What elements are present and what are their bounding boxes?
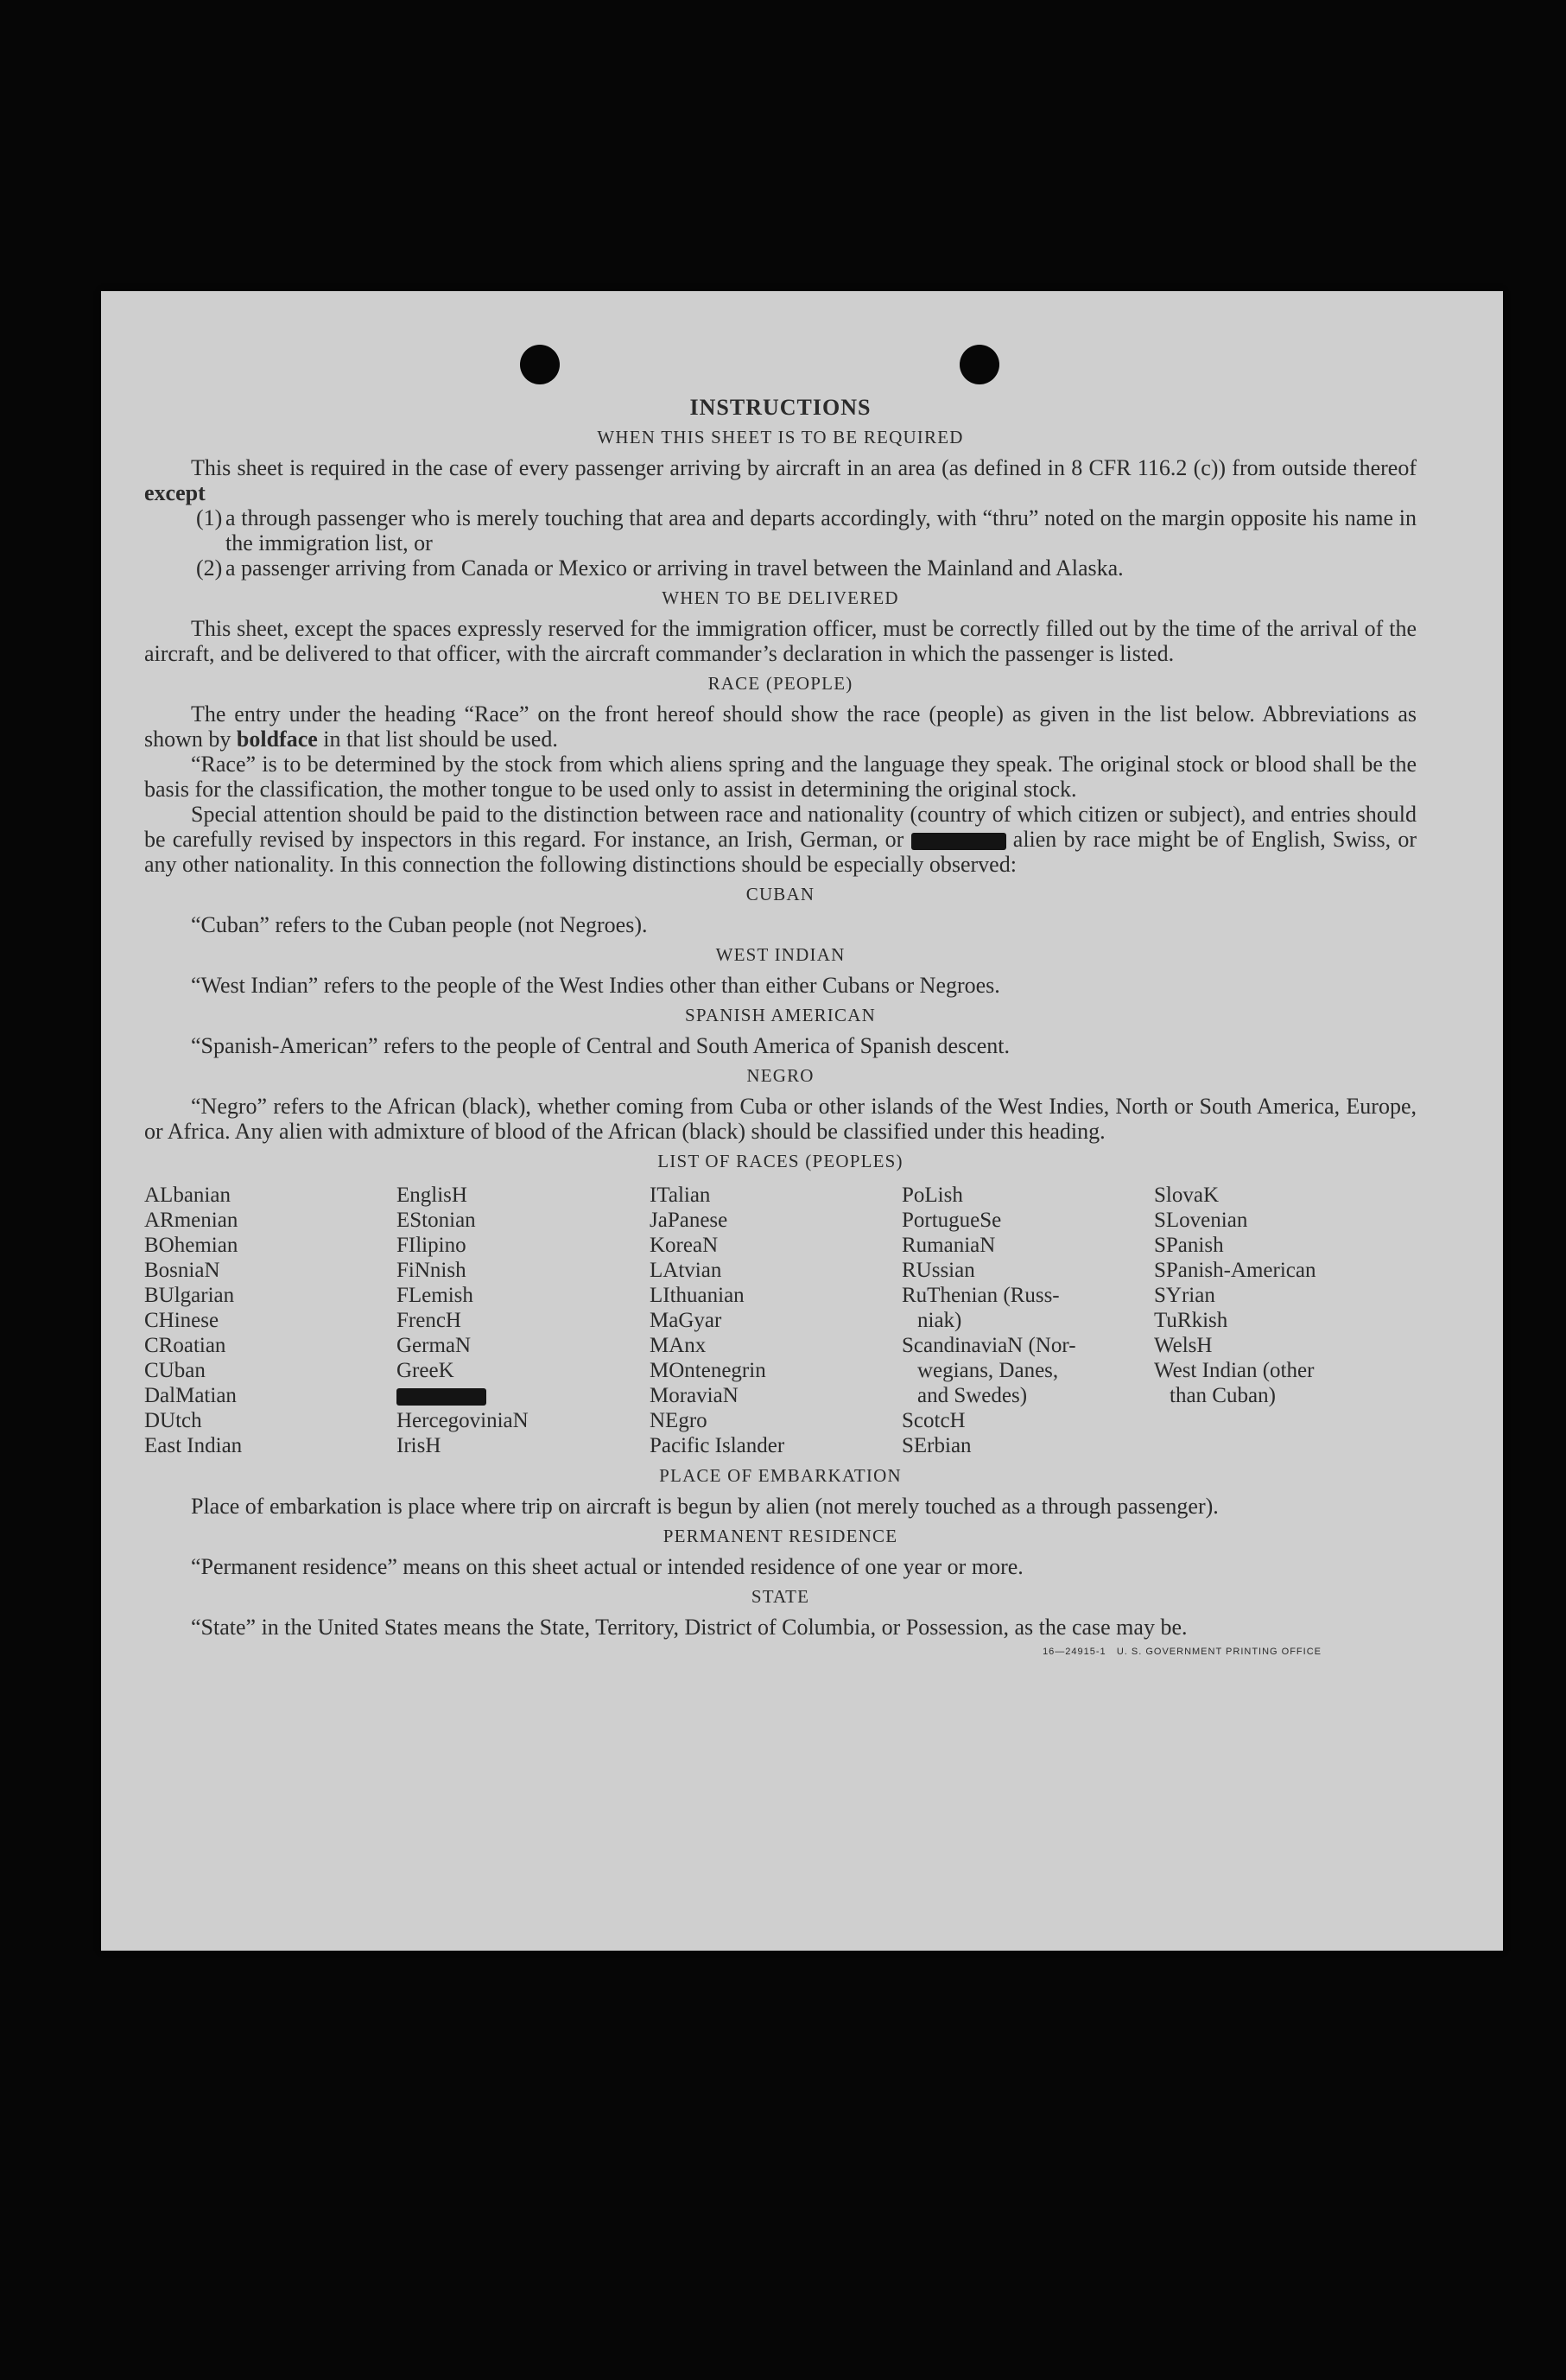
race-item: CRoatian [144,1334,226,1357]
race-item: MOntenegrin [650,1359,766,1382]
race-item-continued: niak) [917,1309,962,1332]
races-column [144,1183,396,1458]
races-column [396,1183,650,1458]
race-item: NEgro [650,1409,707,1432]
races-column [902,1183,1154,1458]
intro-text: This sheet is required in the case of every passenger arriving by aircraft in an area (as defined in 8 CFR 116.2 (c)) from outside thereof [191,455,1417,480]
heading-state: STATE [751,1586,810,1607]
race-item: PoLish [902,1184,963,1207]
race-item: MAnx [650,1334,707,1357]
race-item: JaPanese [650,1209,728,1232]
race-item: LIthuanian [650,1284,745,1307]
race-item: West Indian (other [1154,1359,1315,1382]
race-item: FIlipino [396,1234,466,1257]
race-item: EnglisH [396,1184,467,1207]
race-item: FLemish [396,1284,473,1307]
heading-when-delivered: WHEN TO BE DELIVERED [662,587,899,608]
printer-name: U. S. GOVERNMENT PRINTING OFFICE [1116,1647,1322,1657]
west-indian-text: “West Indian” refers to the people of the West Indies other than either Cubans or Negroes. [191,973,1000,998]
race-item: SErbian [902,1434,972,1457]
race-item: KoreaN [650,1234,719,1257]
heading-spanish-american: SPANISH AMERICAN [685,1005,876,1025]
heading-race: RACE (PEOPLE) [707,673,853,694]
race-item: HercegoviniaN [396,1409,529,1432]
race-item: MaGyar [650,1309,722,1332]
item-number: (2) [196,555,223,581]
heading-when-required: WHEN THIS SHEET IS TO BE REQUIRED [597,427,964,447]
race-item: EStonian [396,1209,476,1232]
redaction-mark [911,833,1006,850]
race-paragraph-2: “Race” is to be determined by the stock from which aliens spring and the language they speak. The original stock or blood shall be the basis for the classification, the mother tongue to be used only to assist in determining the original stock. [144,752,1417,802]
race-item: CUban [144,1359,206,1382]
heading-embarkation: PLACE OF EMBARKATION [659,1465,902,1486]
race-item: LAtvian [650,1259,722,1282]
race-item: ITalian [650,1184,711,1207]
footer [144,1640,1417,1665]
race-item: SPanish [1154,1234,1224,1257]
list-item [144,505,1417,555]
state-text: “State” in the United States means the State, Territory, District of Columbia, or Possession, as the case may be. [191,1615,1188,1640]
race-item: SLovenian [1154,1209,1248,1232]
instruction-sheet [101,291,1503,1951]
race-item: ARmenian [144,1209,238,1232]
intro-bold: except [144,480,206,505]
race-item: RuThenian (Russ- [902,1284,1060,1307]
race-p1-text: The entry under the heading “Race” on the front hereof should show the race (people) as given in the list below. Abbreviations as shown by [144,701,1417,752]
item-number: (1) [196,505,223,530]
race-item-continued: and Swedes) [917,1384,1028,1407]
race-item: ALbanian [144,1184,231,1207]
cuban-text: “Cuban” refers to the Cuban people (not Negroes). [191,912,648,937]
item-text: a passenger arriving from Canada or Mexico or arriving in travel between the Mainland and Alaska. [225,555,1124,581]
race-item: CHinese [144,1309,219,1332]
race-item: DUtch [144,1409,202,1432]
race-item: East Indian [144,1434,243,1457]
form-number: 16—24915-1 [1043,1647,1106,1657]
race-p3-end: alien by race might be of English, Swiss, or any other nationality. In this connection the following distinctions should be especially observed: [144,827,1417,877]
spanish-american-text: “Spanish-American” refers to the people of Central and South America of Spanish descent. [191,1033,1010,1058]
race-p1-bold: boldface [236,727,318,752]
race-item: IrisH [396,1434,441,1457]
punch-hole-left [520,345,560,384]
residence-text: “Permanent residence” means on this sheet actual or intended residence of one year or more. [191,1554,1024,1579]
punch-hole-right [960,345,999,384]
races-list [144,1183,1417,1458]
page-title: INSTRUCTIONS [689,395,872,420]
when-required-intro [144,455,1417,505]
negro-text: “Negro” refers to the African (black), whether coming from Cuba or other islands of the West Indies, North or South America, Europe, or Africa. Any alien with admixture of blood of the African (black) should be classified under this heading. [144,1094,1417,1144]
race-item: PortugueSe [902,1209,1002,1232]
race-item: BUlgarian [144,1284,235,1307]
race-paragraph-1 [144,701,1417,752]
race-item: BOhemian [144,1234,238,1257]
race-item: SlovaK [1154,1184,1219,1207]
race-p3-start: Special attention should be paid to the distinction between race and nationality (country of which citizen or subject), and entries should be carefully revised by inspectors in this regard. For instance, an Irish, German, or [144,802,1417,852]
when-delivered-text: This sheet, except the spaces expressly reserved for the immigration officer, must be correctly filled out by the time of the arrival of the aircraft, and be delivered to that officer, with the aircraft commander’s declaration in which the passenger is listed. [144,616,1417,666]
race-item: FiNnish [396,1259,466,1282]
race-item: BosniaN [144,1259,220,1282]
race-item: GermaN [396,1334,472,1357]
race-item: SPanish-American [1154,1259,1316,1282]
race-item-redacted [396,1383,650,1408]
printer-imprint [1043,1640,1322,1665]
redaction-mark [396,1388,486,1406]
race-item: RUssian [902,1259,975,1282]
race-item-continued: than Cuban) [1170,1384,1276,1407]
race-item: ScotcH [902,1409,966,1432]
race-item: MoraviaN [650,1384,739,1407]
race-item: ScandinaviaN (Nor- [902,1334,1076,1357]
races-column [1154,1183,1406,1458]
race-item: WelsH [1154,1334,1213,1357]
list-item [144,555,1417,581]
race-item: SYrian [1154,1284,1215,1307]
heading-permanent-residence: PERMANENT RESIDENCE [663,1526,898,1546]
race-item: DalMatian [144,1384,237,1407]
heading-cuban: CUBAN [745,884,815,904]
race-item-continued: wegians, Danes, [917,1359,1059,1382]
sheet-content [144,395,1417,1665]
item-text: a through passenger who is merely touching that area and departs accordingly, with “thru” noted on the margin opposite his name in the immigration list, or [225,505,1417,555]
heading-list-of-races: LIST OF RACES (PEOPLES) [657,1151,903,1171]
races-column [650,1183,902,1458]
race-item: Pacific Islander [650,1434,785,1457]
heading-negro: NEGRO [746,1065,815,1086]
race-item: FrencH [396,1309,461,1332]
race-item: RumaniaN [902,1234,996,1257]
race-item: GreeK [396,1359,454,1382]
race-paragraph-3 [144,802,1417,877]
race-p1-end: in that list should be used. [323,727,558,752]
race-item: TuRkish [1154,1309,1228,1332]
embarkation-text: Place of embarkation is place where trip on aircraft is begun by alien (not merely touched as a through passenger). [191,1494,1219,1519]
heading-west-indian: WEST INDIAN [715,944,846,965]
